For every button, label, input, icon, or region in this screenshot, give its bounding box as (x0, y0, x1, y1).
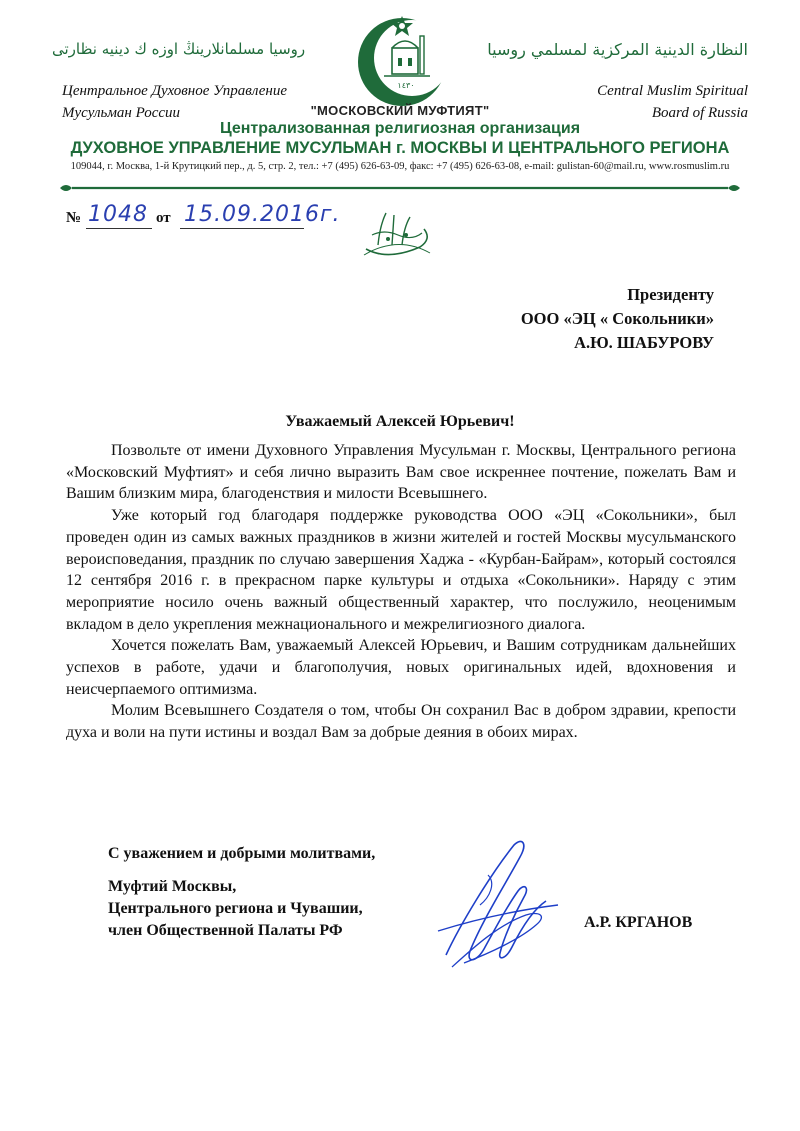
addressee-line: Президенту (627, 285, 714, 304)
letter-paragraph: Уже который год благодаря поддержке руководства ООО «ЭЦ «Сокольники», был проведен один из самых важных праздников в жизни жителей и гостей Москвы мусульманского вероисповедания, праздник по случаю завершения Хаджа - «Курбан-Байрам», который состоялся 12 сентября 2016 г. в прекрасном парке культуры и отдыха «Сокольники». Наряду с этим мероприятие носило очень важный общественный характер, что послужило, неоценимым вкладом в дело укрепления межнационального и межрелигиозного диалога. (66, 507, 736, 633)
letter-paragraph: Хочется пожелать Вам, уважаемый Алексей Юрьевич, и Вашим сотрудникам дальнейших успехов в работе, удачи и благополучия, новых оригинальных идей, вдохновения и неисчерпаемого оптимизма. (66, 637, 736, 698)
letter-paragraph: Молим Всевышнего Создателя о том, чтобы Он сохранил Вас в добром здравии, крепости духа и воли на пути истины и воздал Вам за добрые деяния в обоих мирах. (66, 702, 736, 742)
mufti-name: "МОСКОВСКИЙ МУФТИЯТ" (310, 103, 490, 118)
addressee-line: А.Ю. ШАБУРОВУ (574, 333, 714, 352)
header-divider (60, 183, 740, 193)
registration-line (66, 202, 341, 236)
org-full-name: ДУХОВНОЕ УПРАВЛЕНИЕ МУСУЛЬМАН г. МОСКВЫ И ЦЕНТРАЛЬНОГО РЕГИОНА (70, 139, 730, 157)
arabic-org-name: النظارة الدينية المركزية لمسلمي روسيا (487, 40, 748, 59)
logo-year: ١٤٣٠ (397, 81, 415, 90)
script-line: Board of Russia (651, 105, 748, 121)
mufti-logo-icon (352, 12, 452, 108)
calligraphy-emblem-icon (358, 205, 438, 263)
closing-block (108, 843, 375, 942)
number-label: № (66, 210, 82, 226)
date-underline (180, 228, 304, 229)
addressee-line: ООО «ЭЦ « Сокольники» (520, 309, 714, 328)
addressee-block (521, 283, 714, 355)
number-value: 1048 (88, 202, 148, 227)
script-line: Мусульман России (62, 105, 181, 121)
date-label: от (156, 210, 171, 226)
script-line: Central Muslim Spiritual (597, 83, 748, 99)
signer-title-line: Муфтий Москвы, (108, 878, 237, 895)
org-type: Централизованная религиозная организация (219, 120, 581, 137)
letter-body (66, 440, 736, 744)
signer-title-line: Центрального региона и Чувашии, (108, 900, 363, 917)
signer-title-line: член Общественной Палаты РФ (108, 922, 343, 939)
salutation: Уважаемый Алексей Юрьевич! (285, 413, 515, 430)
arabic-tatar-org-name: روسيا مسلمانلارينڭ اوزه ك دينيه نظارتى (52, 40, 306, 58)
number-underline (86, 228, 152, 229)
signer-name: А.Р. КРГАНОВ (584, 914, 693, 931)
org-contacts: 109044, г. Москва, 1-й Крутицкий пер., д. 5, стр. 2, тел.: +7 (495) 626-63-09, факс: +7 (495) 626-63-08, e-mail: gulistan-60@mail.ru, www.rosmuslim.ru (70, 161, 730, 172)
script-line: Центральное Духовное Управление (62, 83, 287, 99)
letter-paragraph: Позвольте от имени Духовного Управления Мусульман г. Москвы, Центрального региона «Московский Муфтият» и себя лично выразить Вам свое искреннее почтение, пожелать Вам и Вашим близким мира, благоденствия и милости Всевышнего. (66, 442, 736, 503)
closing-gap (108, 865, 375, 876)
handwritten-signature (430, 835, 565, 975)
closing-regards: С уважением и добрыми молитвами, (108, 845, 376, 862)
date-value: 15.09.2016г. (184, 202, 341, 227)
